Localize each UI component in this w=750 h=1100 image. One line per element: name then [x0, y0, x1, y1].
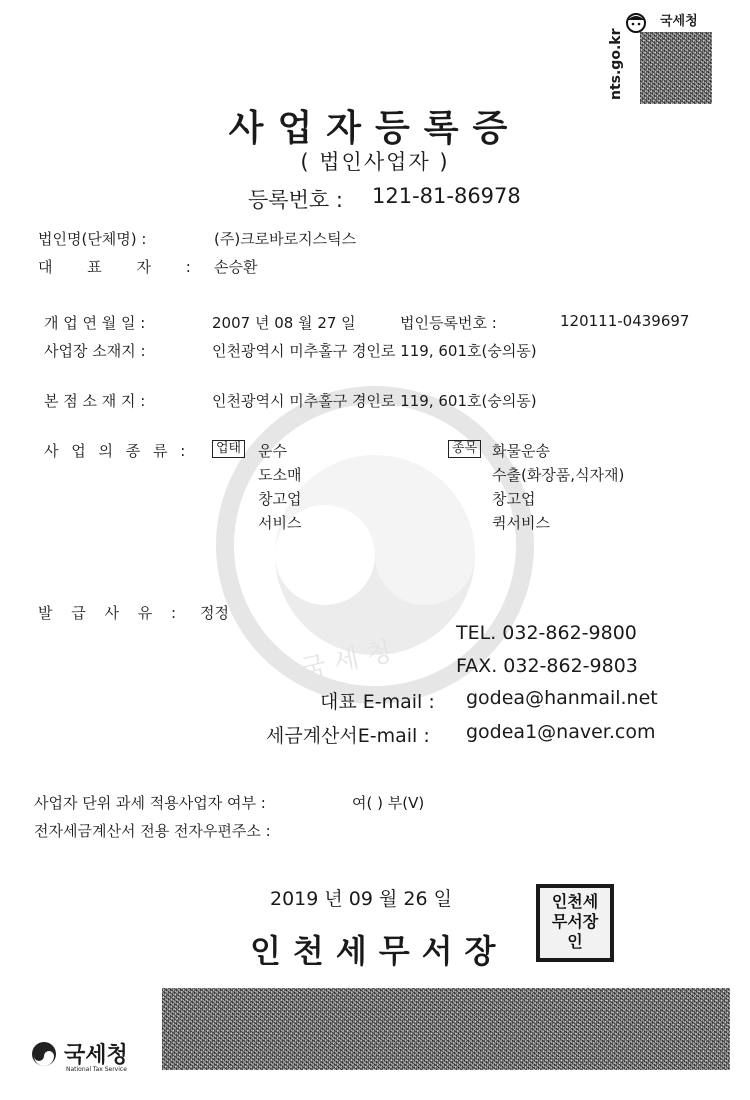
issuing-office: 인천세무서장 [250, 932, 508, 970]
hq-addr-label: 본 점 소 재 지 : [44, 392, 146, 410]
item-entry: 퀵서비스 [492, 514, 550, 532]
nts-brand-label: 국세청 [660, 14, 698, 29]
corp-reg-label: 법인등록번호 : [400, 314, 497, 332]
nts-url: nts.go.kr [608, 28, 624, 100]
nts-logo-text: 국세청 [64, 1043, 128, 1068]
item-entry: 수출(화장품,식자재) [492, 466, 625, 484]
document-title: 사업자등록증 [228, 108, 522, 149]
category-item: 서비스 [258, 514, 302, 532]
unit-tax-value: 여( ) 부(V) [352, 794, 425, 812]
open-date: 2007 년 08 월 27 일 [212, 314, 356, 332]
category-item: 창고업 [258, 490, 302, 508]
issue-reason-label: 발 급 사 유 : [38, 604, 177, 622]
category-item: 운수 [258, 442, 287, 460]
rep-email-label: 대표 E-mail : [320, 691, 435, 713]
biz-addr-label: 사업장 소재지 : [44, 342, 146, 360]
nts-emblem-icon [30, 1040, 58, 1072]
issue-reason: 정정 [200, 604, 229, 622]
official-seal [536, 884, 614, 962]
corp-name: (주)크로바로지스틱스 [214, 230, 357, 248]
tax-email: godea1@naver.com [466, 721, 656, 743]
fax-line: FAX. 032-862-9803 [456, 655, 638, 677]
issue-date: 2019 년 09 월 26 일 [270, 888, 452, 910]
unit-tax-label: 사업자 단위 과세 적용사업자 여부 : [34, 794, 266, 812]
nts-logo-subtext: National Tax Service [66, 1066, 127, 1073]
reg-number: 121-81-86978 [372, 184, 521, 208]
e-invoice-label: 전자세금계산서 전용 전자우편주소 : [34, 822, 271, 840]
biz-type-label: 사 업 의 종 류 : [44, 442, 186, 460]
category-tag: 업태 [212, 440, 245, 458]
tax-email-label: 세금계산서E-mail : [266, 725, 430, 747]
hq-addr: 인천광역시 미추홀구 경인로 119, 601호(숭의동) [212, 392, 537, 410]
tel-line: TEL. 032-862-9800 [456, 622, 637, 644]
rep-name: 손승환 [214, 258, 258, 276]
security-pattern-band [162, 988, 730, 1070]
qr-code [640, 32, 712, 104]
rep-email: godea@hanmail.net [466, 687, 658, 709]
biz-addr: 인천광역시 미추홀구 경인로 119, 601호(숭의동) [212, 342, 537, 360]
seal-text: 인천세무서장인 [551, 892, 599, 951]
corp-reg-number: 120111-0439697 [560, 312, 690, 330]
open-date-label: 개 업 연 월 일 : [44, 314, 146, 332]
item-tag: 종목 [448, 440, 481, 458]
document-subtitle: ( 법인사업자 ) [300, 150, 450, 174]
category-item: 도소매 [258, 466, 302, 484]
watermark-text: 국 세 청 [298, 636, 395, 686]
reg-number-label: 등록번호 : [248, 188, 343, 212]
corp-name-label: 법인명(단체명) : [38, 230, 147, 248]
item-entry: 창고업 [492, 490, 536, 508]
item-entry: 화물운송 [492, 442, 550, 460]
rep-label: 대 표 자 : [38, 258, 191, 276]
